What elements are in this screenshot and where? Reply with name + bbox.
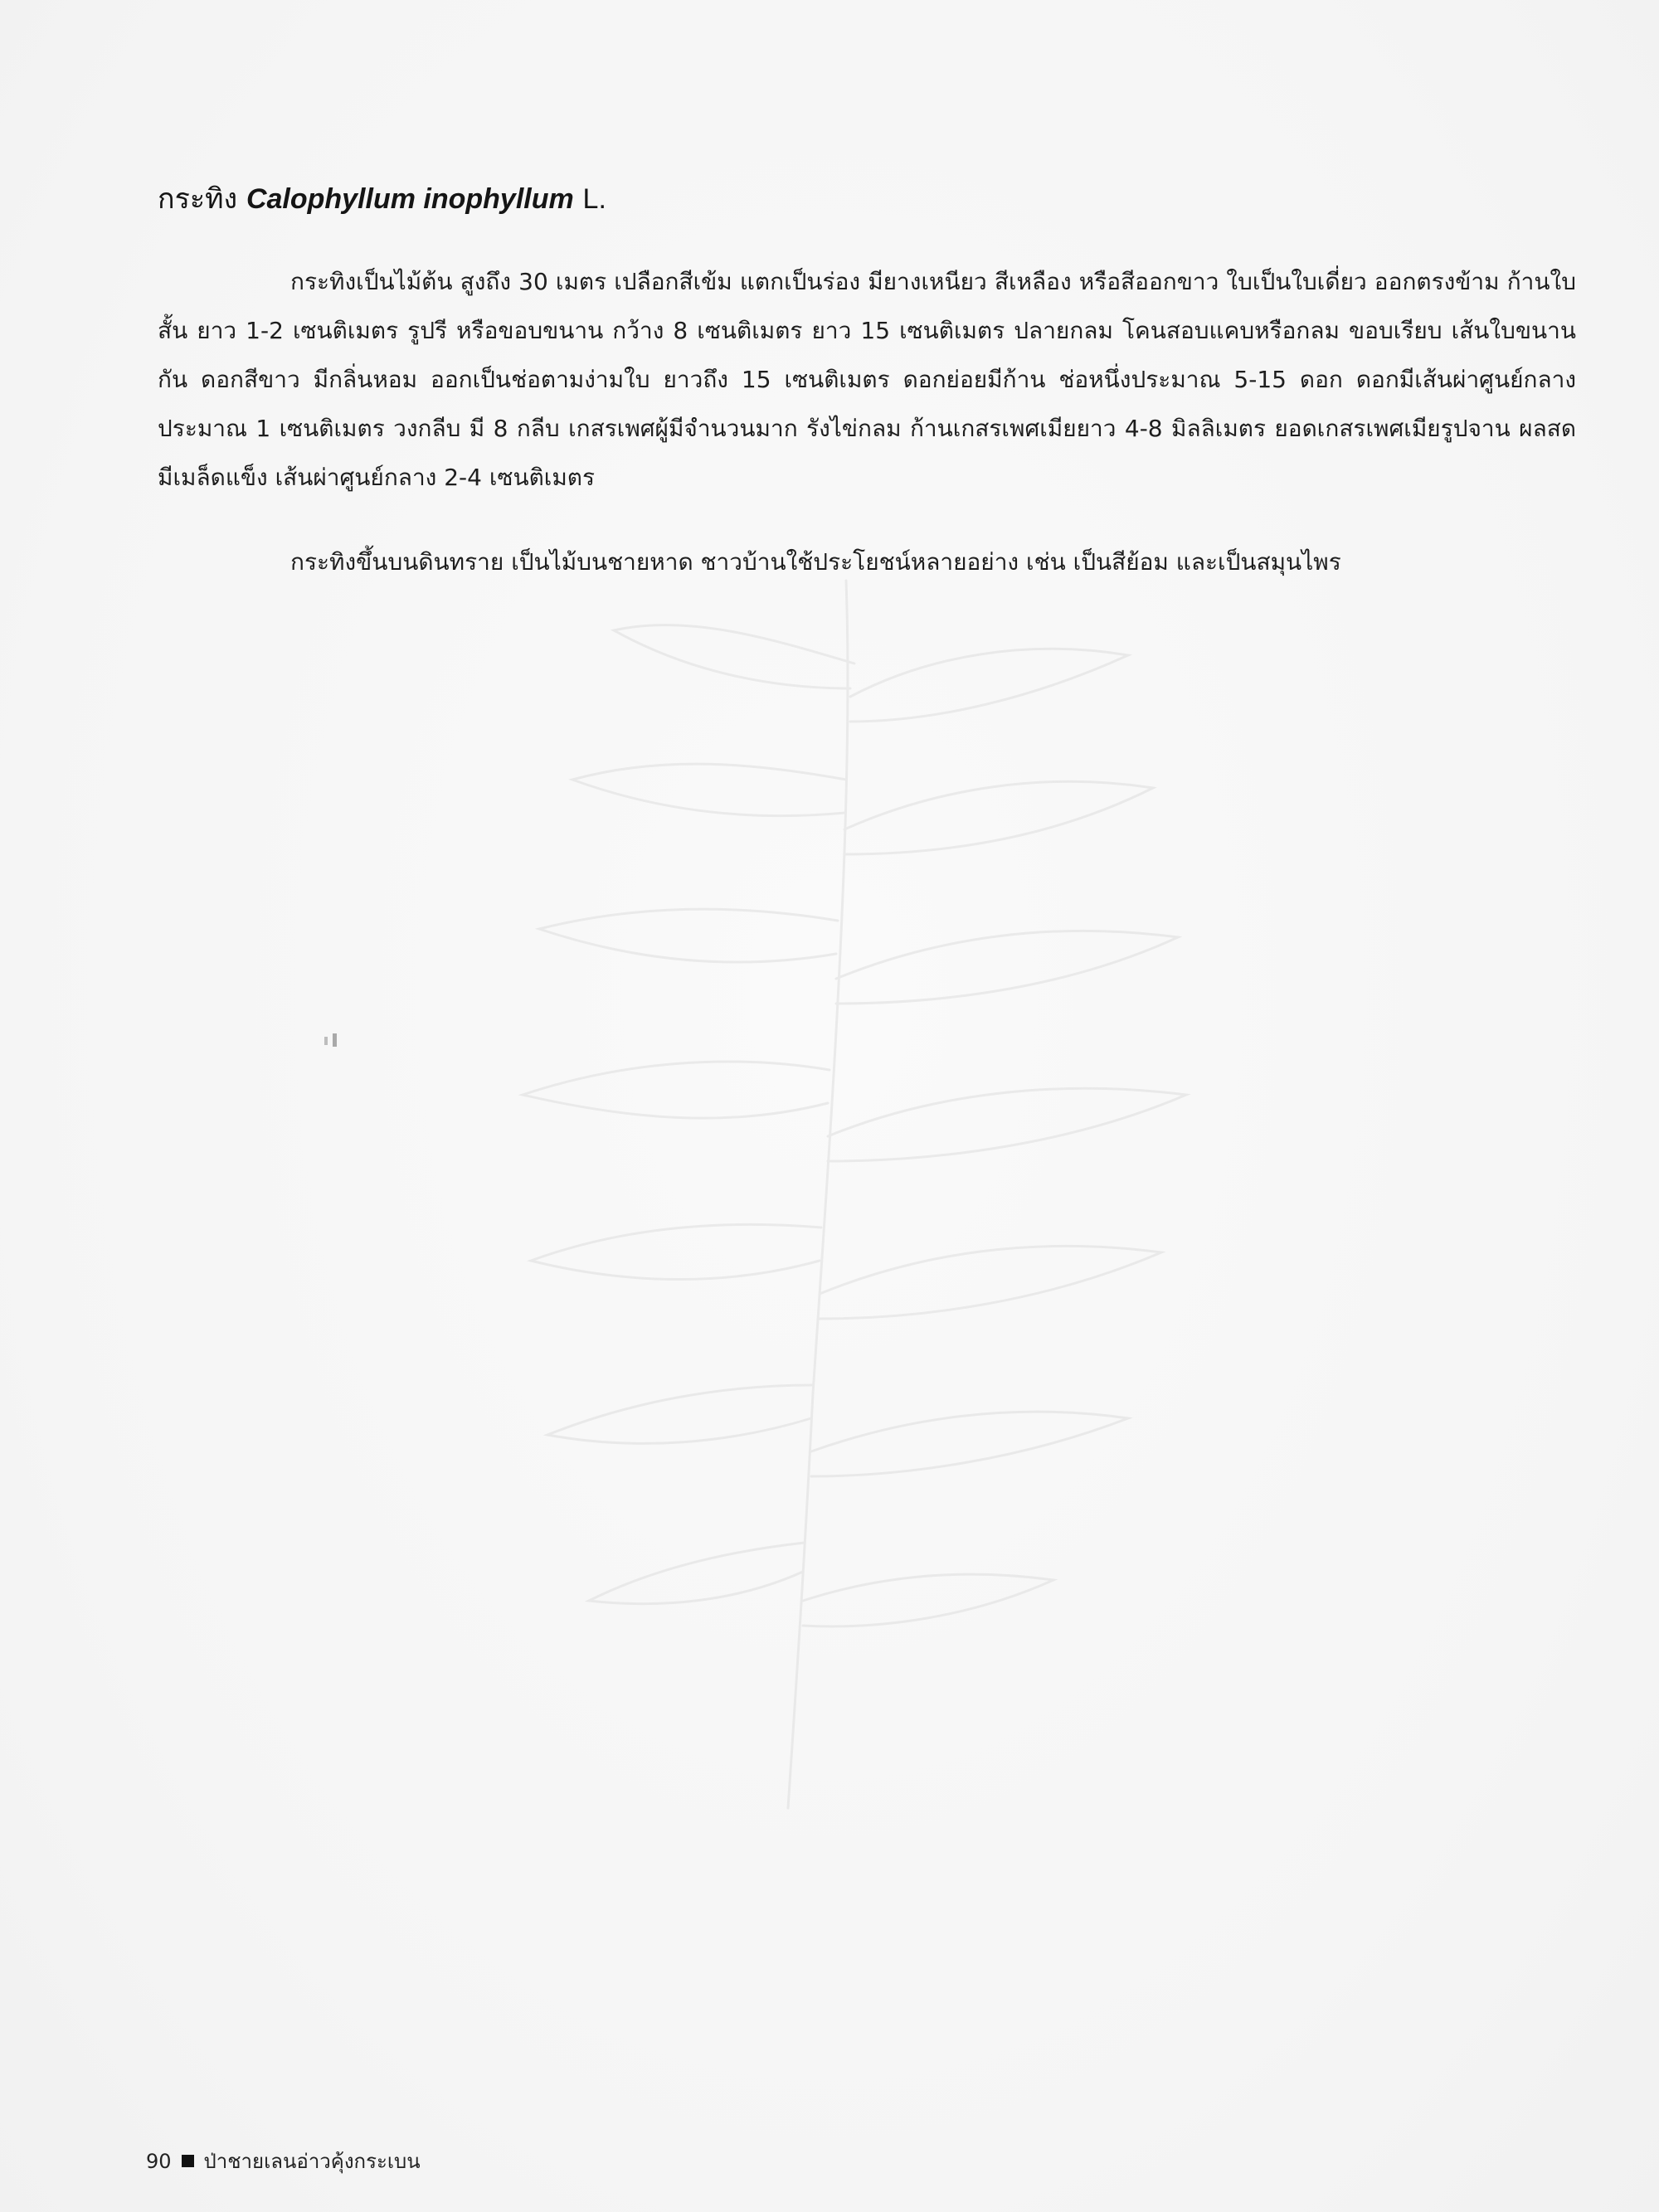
thai-common-name: กระทิง [158,182,238,216]
page-footer [146,2148,421,2175]
author-abbreviation: L. [582,183,606,215]
square-bullet-icon [182,2155,194,2167]
habitat-use-paragraph: กระทิงขึ้นบนดินทราย เป็นไม้บนชายหาด ชาวบ้านใช้ประโยชน์หลายอย่าง เช่น เป็นสีย้อม และเป็นสมุนไพร [290,548,1341,576]
species-heading [158,181,606,217]
book-title: ป่าชายเลนอ่าวคุ้งกระเบน [203,2150,421,2173]
description-paragraph: กระทิงเป็นไม้ต้น สูงถึง 30 เมตร เปลือกสีเข้ม แตกเป็นร่อง มียางเหนียว สีเหลือง หรือสีออกขาว ใบเป็นใบเดี่ยว ออกตรงข้าม ก้านใบสั้น ยาว 1-2 เซนติเมตร รูปรี หรือขอบขนาน กว้าง 8 เซนติเมตร ยาว 15 เซนติเมตร ปลายกลม โคนสอบแคบหรือกลม ขอบเรียบ เส้นใบขนานกัน ดอกสีขาว มีกลิ่นหอม ออกเป็นช่อตามง่ามใบ ยาวถึง 15 เซนติเมตร ดอกย่อยมีก้าน ช่อหนึ่งประมาณ 5-15 ดอก ดอกมีเส้นผ่าศูนย์กลางประมาณ 1 เซนติเมตร วงกลีบ มี 8 กลีบ เกสรเพศผู้มีจำนวนมาก รังไข่กลม ก้านเกสรเพศเมียยาว 4-8 มิลลิเมตร ยอดเกสรเพศเมียรูปจาน ผลสด มีเมล็ดแข็ง เส้นผ่าศูนย์กลาง 2-4 เซนติเมตร [158,268,1576,491]
scientific-name: Calophyllum inophyllum [246,183,574,215]
page-number: 90 [146,2150,172,2173]
leaf-branch-watermark-icon [498,564,1244,1825]
scan-speck [322,1030,342,1050]
